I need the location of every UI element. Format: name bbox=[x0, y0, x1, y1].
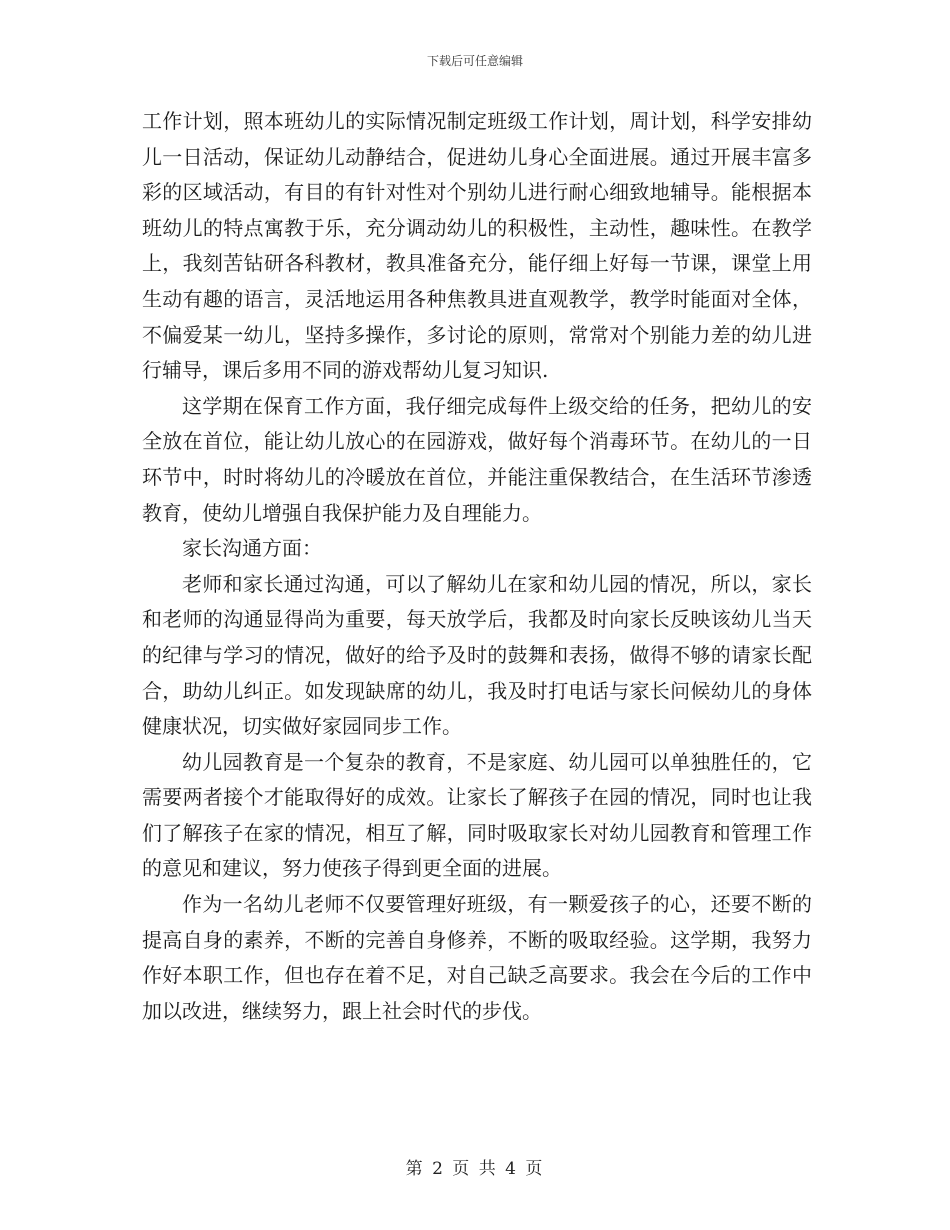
page-number: 第 2 页 共 4 页 bbox=[405, 1159, 545, 1179]
section-heading-parent-communication: 家长沟通方面： bbox=[182, 536, 322, 561]
paragraph-kindergarten-education: 幼儿园教育是一个复杂的教育，不是家庭、幼儿园可以单独胜任的，它需要两者接个才能取得好的成效。让家长了解孩子在园的情况，同时也让我们了解孩子在家的情况，相互了解，同时吸取家长对幼儿园教育和管理工作的意见和建议，努力使孩子得到更全面的进展。 bbox=[142, 749, 812, 881]
paragraph-care-work: 这学期在保育工作方面，我仔细完成每件上级交给的任务，把幼儿的安全放在首位，能让幼儿放心的在园游戏，做好每个消毒环节。在幼儿的一日环节中，时时将幼儿的冷暖放在首位，并能注重保教结合，在生活环节渗透教育，使幼儿增强自我保护能力及自理能力。 bbox=[142, 393, 812, 525]
header-note: 下载后可任意编辑 bbox=[426, 54, 523, 68]
document-body bbox=[142, 104, 812, 1029]
paragraph-continued: 工作计划，照本班幼儿的实际情况制定班级工作计划，周计划，科学安排幼儿一日活动，保证幼儿动静结合，促进幼儿身心全面进展。通过开展丰富多彩的区域活动，有目的有针对性对个别幼儿进行耐心细致地辅导。能根据本班幼儿的特点寓教于乐，充分调动幼儿的积极性，主动性，趣味性。在教学上，我刻苦钻研各科教材，教具准备充分，能仔细上好每一节课，课堂上用生动有趣的语言，灵活地运用各种焦教具进直观教学，教学时能面对全体，不偏爱某一幼儿，坚持多操作，多讨论的原则，常常对个别能力差的幼儿进行辅导，课后多用不同的游戏帮幼儿复习知识. bbox=[142, 109, 812, 383]
paragraph-parent-communication: 老师和家长通过沟通，可以了解幼儿在家和幼儿园的情况，所以，家长和老师的沟通显得尚为重要，每天放学后，我都及时向家长反映该幼儿当天的纪律与学习的情况，做好的给予及时的鼓舞和表扬，做得不够的请家长配合，助幼儿纠正。如发现缺席的幼儿，我及时打电话与家长问候幼儿的身体健康状况，切实做好家园同步工作。 bbox=[142, 571, 812, 739]
paragraph-self-improvement: 作为一名幼儿老师不仅要管理好班级，有一颗爱孩子的心，还要不断的提高自身的素养，不断的完善自身修养，不断的吸取经验。这学期，我努力作好本职工作，但也存在着不足，对自己缺乏高要求。我会在今后的工作中加以改进，继续努力，跟上社会时代的步伐。 bbox=[142, 892, 812, 1023]
